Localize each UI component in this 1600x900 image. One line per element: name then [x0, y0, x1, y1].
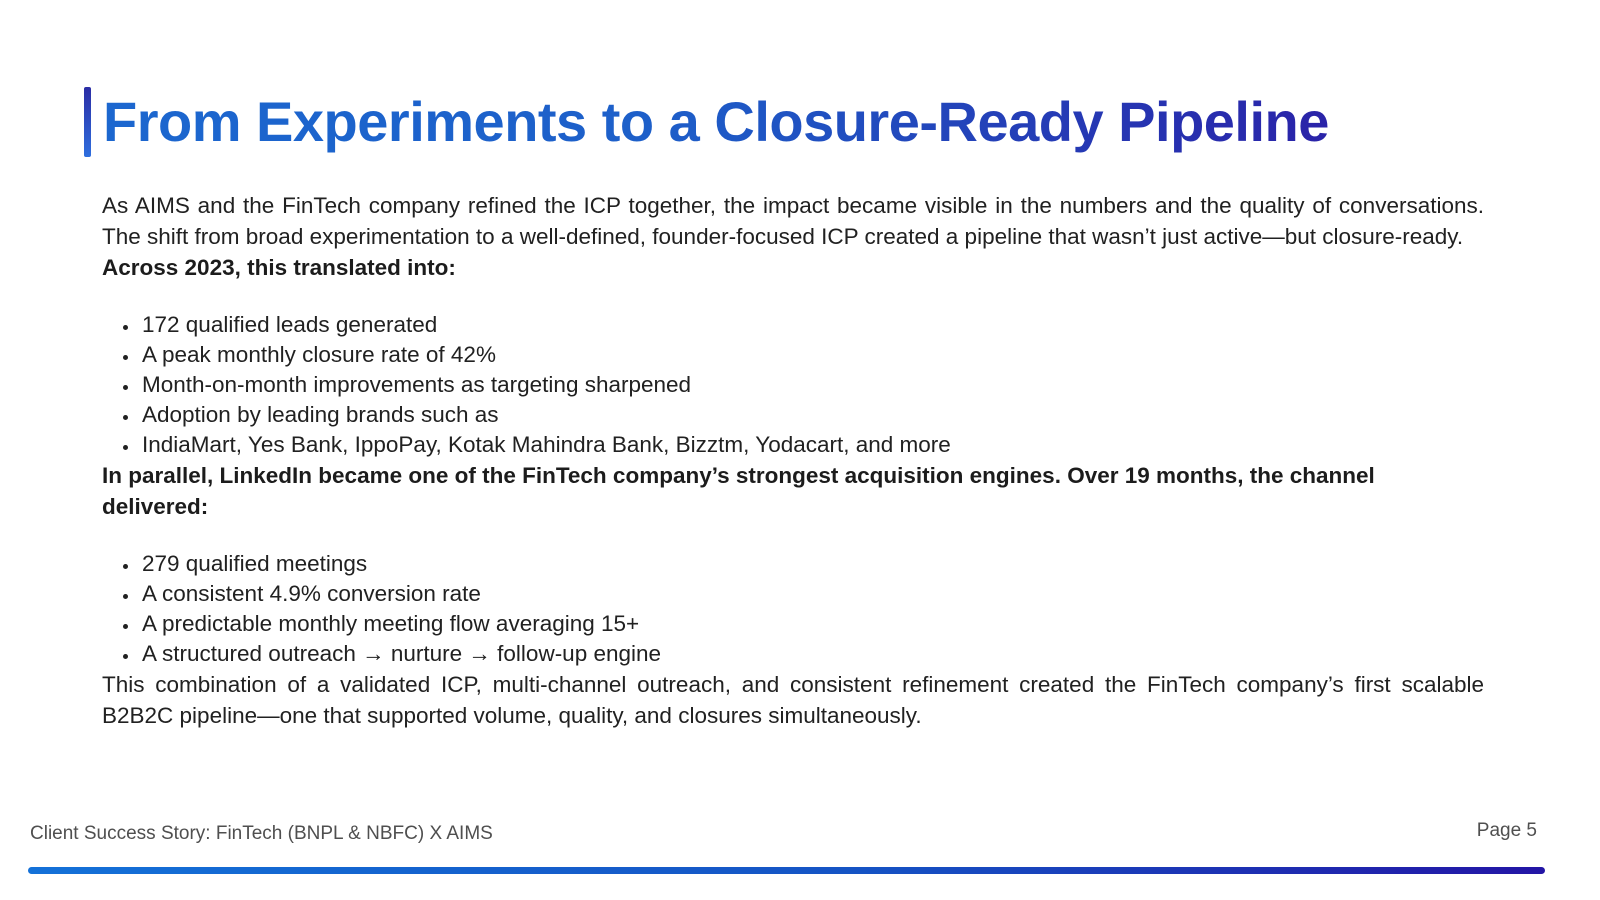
title-accent-bar: [84, 87, 91, 157]
closing-paragraph: This combination of a validated ICP, multi-channel outreach, and consistent refinement created the FinTech company’s first scalable B2B2C pipeline—one that supported volume, quality, and closures simultaneously.: [102, 672, 1484, 728]
intro-paragraph: As AIMS and the FinTech company refined the ICP together, the impact became visible in the numbers and the quality of conversations. The shift from broad experimentation to a well-defined, founder-focused ICP created a pipeline that wasn’t just active—but closure-ready.: [102, 193, 1484, 249]
footer-divider-bar: [28, 867, 1545, 874]
list-item: • 279 qualified meetings: [140, 549, 1484, 579]
list-item: • Month-on-month improvements as targeting sharpened: [140, 370, 1484, 400]
section-heading-linkedin: In parallel, LinkedIn became one of the FinTech company’s strongest acquisition engines. Over 19 months, the channel delivered:: [102, 463, 1375, 519]
page-title: From Experiments to a Closure-Ready Pipeline: [103, 87, 1329, 157]
list-item: • IndiaMart, Yes Bank, IppoPay, Kotak Mahindra Bank, Bizztm, Yodacart, and more: [140, 430, 1484, 460]
list-item: • A peak monthly closure rate of 42%: [140, 340, 1484, 370]
list-item: • Adoption by leading brands such as: [140, 400, 1484, 430]
list-item: • A structured outreach → nurture → follow-up engine: [140, 639, 1484, 669]
bullet-list-linkedin-results: [102, 549, 1484, 669]
list-item: • A predictable monthly meeting flow averaging 15+: [140, 609, 1484, 639]
footer-page-number: Page 5: [1476, 820, 1537, 841]
footer-document-title: Client Success Story: FinTech (BNPL & NBFC) X AIMS: [30, 823, 493, 844]
bullet-list-2023-results: [102, 310, 1484, 460]
section-heading-across-2023: Across 2023, this translated into:: [102, 255, 456, 280]
list-item: • 172 qualified leads generated: [140, 310, 1484, 340]
list-item: • A consistent 4.9% conversion rate: [140, 579, 1484, 609]
body-content: [102, 190, 1484, 731]
title-block: [84, 87, 1329, 157]
